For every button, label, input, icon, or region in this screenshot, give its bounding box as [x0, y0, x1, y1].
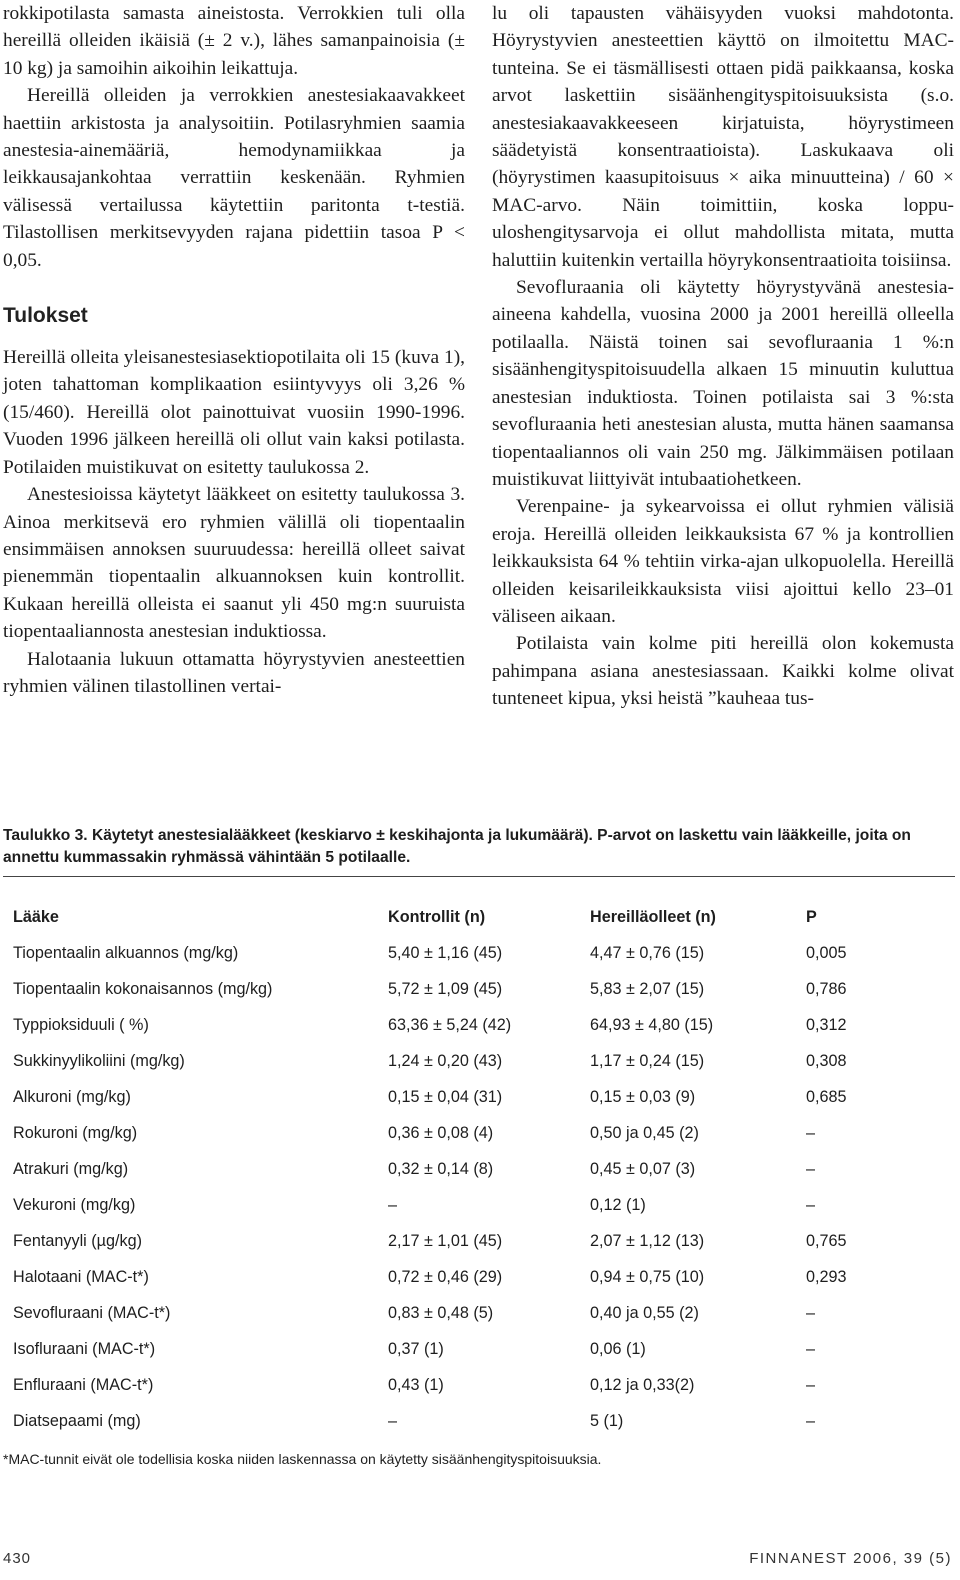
table-cell: – — [806, 1159, 816, 1178]
paragraph: Hereillä olleita yleisanestesiasektiopotilaita oli 15 (kuva 1), joten tahattoman komplikaation esiintyvyys oli 3,26 % (15/460). Hereillä olot painottuivat vuosiin 1990-1996. Vuoden 1996 jälkeen hereillä oli ollut vain kaksi potilasta. Potilaiden muistikuvat on esitetty taulukossa 2. — [3, 347, 465, 478]
column-header: Kontrollit (n) — [388, 907, 486, 926]
page-number: 430 — [3, 1550, 32, 1567]
column-header: Lääke — [13, 907, 59, 926]
table-cell: – — [806, 1375, 816, 1394]
paragraph: Sevofluraania oli käytetty höyrystyvänä anestesia-aineena kahdella, vuosina 2000 ja 2001 hereillä olleella potilaalla. Näistä toinen sai sevofluraania 1 %:n sisäänhengityspitoisuudella alkaen 15 minuutin kuluttua anestesian induktiosta. Toinen potilaista sai 3 %:sta sevofluraania heti anestesian alusta, mutta hänen saamansa tiopentaaliannos oli vain 250 mg. Jälkimmäisen potilaan muistikuvat liittyivät intubaatiohetkeen. — [492, 277, 954, 490]
table-row — [3, 935, 955, 971]
table-cell: 2,17 ± 1,01 (45) — [388, 1231, 503, 1250]
column-header: Hereilläolleet (n) — [590, 907, 716, 926]
table-block — [3, 825, 955, 1467]
drug-table — [3, 899, 955, 1439]
table-cell: 0,40 ja 0,55 (2) — [590, 1303, 699, 1322]
table-row — [3, 1079, 955, 1115]
table-cell: Alkuroni (mg/kg) — [13, 1087, 131, 1106]
table-cell: 2,07 ± 1,12 (13) — [590, 1231, 705, 1250]
table-cell: 0,15 ± 0,04 (31) — [388, 1087, 503, 1106]
table-cell: Halotaani (MAC-t*) — [13, 1267, 149, 1286]
table-cell: 0,685 — [806, 1087, 847, 1106]
paragraph: Halotaania lukuun ottamatta höyrystyvien anesteettien ryhmien välinen tilastollinen vertai- — [3, 648, 465, 697]
table-cell: Isofluraani (MAC-t*) — [13, 1339, 156, 1358]
table-cell: – — [806, 1303, 816, 1322]
table-row — [3, 1151, 955, 1187]
table-cell: Typpioksiduuli ( %) — [13, 1015, 149, 1034]
table-row — [3, 1295, 955, 1331]
table-row — [3, 1115, 955, 1151]
table-footnote: *MAC-tunnit eivät ole todellisia koska niiden laskennassa on käytetty sisäänhengityspitoisuuksia. — [3, 1451, 602, 1467]
table-cell: – — [806, 1339, 816, 1358]
table-cell: 0,308 — [806, 1051, 847, 1070]
table-cell: 5,72 ± 1,09 (45) — [388, 979, 503, 998]
table-row — [3, 1331, 955, 1367]
table-cell: Sevofluraani (MAC-t*) — [13, 1303, 171, 1322]
left-column — [3, 0, 465, 700]
table-cell: 0,12 (1) — [590, 1195, 646, 1214]
table-cell: 0,12 ja 0,33(2) — [590, 1375, 695, 1394]
table-cell: – — [388, 1411, 398, 1430]
section-heading: Tulokset — [3, 304, 88, 328]
table-caption: Taulukko 3. Käytetyt anestesialääkkeet (keskiarvo ± keskihajonta ja lukumäärä). P-arvot on laskettu vain lääkkeille, joita on annettu kummassakin ryhmässä vähintään 5 potilaalle. — [3, 827, 911, 866]
paragraph: lu oli tapausten vähäisyyden vuoksi mahdotonta. Höyrystyvien anesteettien käyttö on ilmoitettu MAC-tunteina. Se ei täsmällisesti ottaen pidä paikkaansa, koska arvot laskettiin sisäänhengityspitoisuuksista (s.o. anestesiakaavakkeeseen kirjatuista, höyrystimeen säädetyistä konsentraatioista). Laskukaava oli (höyrystimen kaasupitoisuus × aika minuutteina) / 60 × MAC-arvo. Näin toimittiin, koska loppu-uloshengitysarvoja ei ollut mahdollista mitata, mutta haluttiin kuitenkin vertailla höyrykonsentraatioita toisiinsa. — [492, 3, 954, 271]
table-row — [3, 971, 955, 1007]
column-header: P — [806, 907, 817, 926]
table-cell: 0,32 ± 0,14 (8) — [388, 1159, 494, 1178]
table-row — [3, 1043, 955, 1079]
table-cell: Tiopentaalin kokonaisannos (mg/kg) — [13, 979, 273, 998]
table-cell: Diatsepaami (mg) — [13, 1411, 141, 1430]
table-cell: 1,24 ± 0,20 (43) — [388, 1051, 503, 1070]
table-cell: – — [806, 1195, 816, 1214]
table-row — [3, 1007, 955, 1043]
table-cell: 0,45 ± 0,07 (3) — [590, 1159, 696, 1178]
table-cell: Vekuroni (mg/kg) — [13, 1195, 136, 1214]
table-cell: Tiopentaalin alkuannos (mg/kg) — [13, 943, 239, 962]
table-row — [3, 1223, 955, 1259]
table-cell: 0,36 ± 0,08 (4) — [388, 1123, 494, 1142]
table-cell: – — [388, 1195, 398, 1214]
table-cell: 1,17 ± 0,24 (15) — [590, 1051, 705, 1070]
paragraph: rokkipotilasta samasta aineistosta. Verrokkien tuli olla hereillä olleiden ikäisiä (± 2 v.), lähes samanpainoisia (± 10 kg) ja samoihin aikoihin leikattuja. — [3, 3, 465, 79]
paragraph: Anestesioissa käytetyt lääkkeet on esitetty taulukossa 3. Ainoa merkitsevä ero ryhmien välillä oli tiopentaalin ensimmäisen annoksen suuruudessa: hereillä olleet saivat pienemmän tiopentaalin alkuannoksen kuin kontrollit. Kukaan hereillä olleista ei saanut yli 450 mg:n suuruista tiopentaaliannosta anestesian induktiossa. — [3, 484, 465, 643]
table-cell: 0,50 ja 0,45 (2) — [590, 1123, 699, 1142]
right-column — [492, 0, 954, 713]
table-cell: – — [806, 1411, 816, 1430]
table-cell: – — [806, 1123, 816, 1142]
table-row — [3, 1367, 955, 1403]
table-cell: 0,72 ± 0,46 (29) — [388, 1267, 503, 1286]
table-cell: 0,37 (1) — [388, 1339, 444, 1358]
table-cell: 0,43 (1) — [388, 1375, 444, 1394]
table-cell: 0,786 — [806, 979, 847, 998]
table-cell: 0,312 — [806, 1015, 847, 1034]
table-cell: 0,005 — [806, 943, 847, 962]
table-cell: Rokuroni (mg/kg) — [13, 1123, 138, 1142]
paragraph: Hereillä olleiden ja verrokkien anestesiakaavakkeet haettiin arkistosta ja analysoitiin. Potilasryhmien saamia anestesia-ainemääriä, hemodynamiikkaa ja leikkausajankohtaa verrattiin keskenään. Ryhmien välisessä vertailussa käytettiin paritonta t-testiä. Tilastollisen merkitsevyyden rajana pidettiin tasoa P < 0,05. — [3, 85, 465, 271]
table-cell: 0,94 ± 0,75 (10) — [590, 1267, 705, 1286]
table-cell: 64,93 ± 4,80 (15) — [590, 1015, 714, 1034]
caption-divider — [3, 876, 955, 877]
table-row — [3, 1403, 955, 1439]
table-cell: 5,83 ± 2,07 (15) — [590, 979, 705, 998]
table-cell: 63,36 ± 5,24 (42) — [388, 1015, 512, 1034]
paragraph: Verenpaine- ja sykearvoissa ei ollut ryhmien välisiä eroja. Hereillä olleiden leikkauksista 67 % ja kontrollien leikkauksista 64 % tehtiin virka-ajan ulkopuolella. Hereillä olleiden keisarileikkauksista viisi ajoittui kello 23–01 väliseen aikaan. — [492, 496, 954, 627]
table-cell: Sukkinyylikoliini (mg/kg) — [13, 1051, 185, 1070]
table-cell: 0,83 ± 0,48 (5) — [388, 1303, 494, 1322]
table-body — [3, 935, 955, 1439]
paragraph: Potilaista vain kolme piti hereillä olon kokemusta pahimpana asiana anestesiassaan. Kaikki kolme olivat tunteneet kipua, yksi heistä ”kauheaa tus- — [492, 633, 954, 710]
table-row — [3, 1187, 955, 1223]
table-row — [3, 1259, 955, 1295]
table-cell: 0,06 (1) — [590, 1339, 646, 1358]
table-cell: 0,15 ± 0,03 (9) — [590, 1087, 696, 1106]
table-cell: Fentanyyli (µg/kg) — [13, 1231, 142, 1250]
table-cell: 0,293 — [806, 1267, 847, 1286]
table-cell: 4,47 ± 0,76 (15) — [590, 943, 705, 962]
journal-info: FINNANEST 2006, 39 (5) — [749, 1550, 952, 1567]
table-cell: Atrakuri (mg/kg) — [13, 1159, 129, 1178]
table-cell: 5,40 ± 1,16 (45) — [388, 943, 503, 962]
table-cell: 5 (1) — [590, 1411, 624, 1430]
table-cell: Enfluraani (MAC-t*) — [13, 1375, 154, 1394]
table-header-row — [3, 899, 955, 935]
table-cell: 0,765 — [806, 1231, 847, 1250]
